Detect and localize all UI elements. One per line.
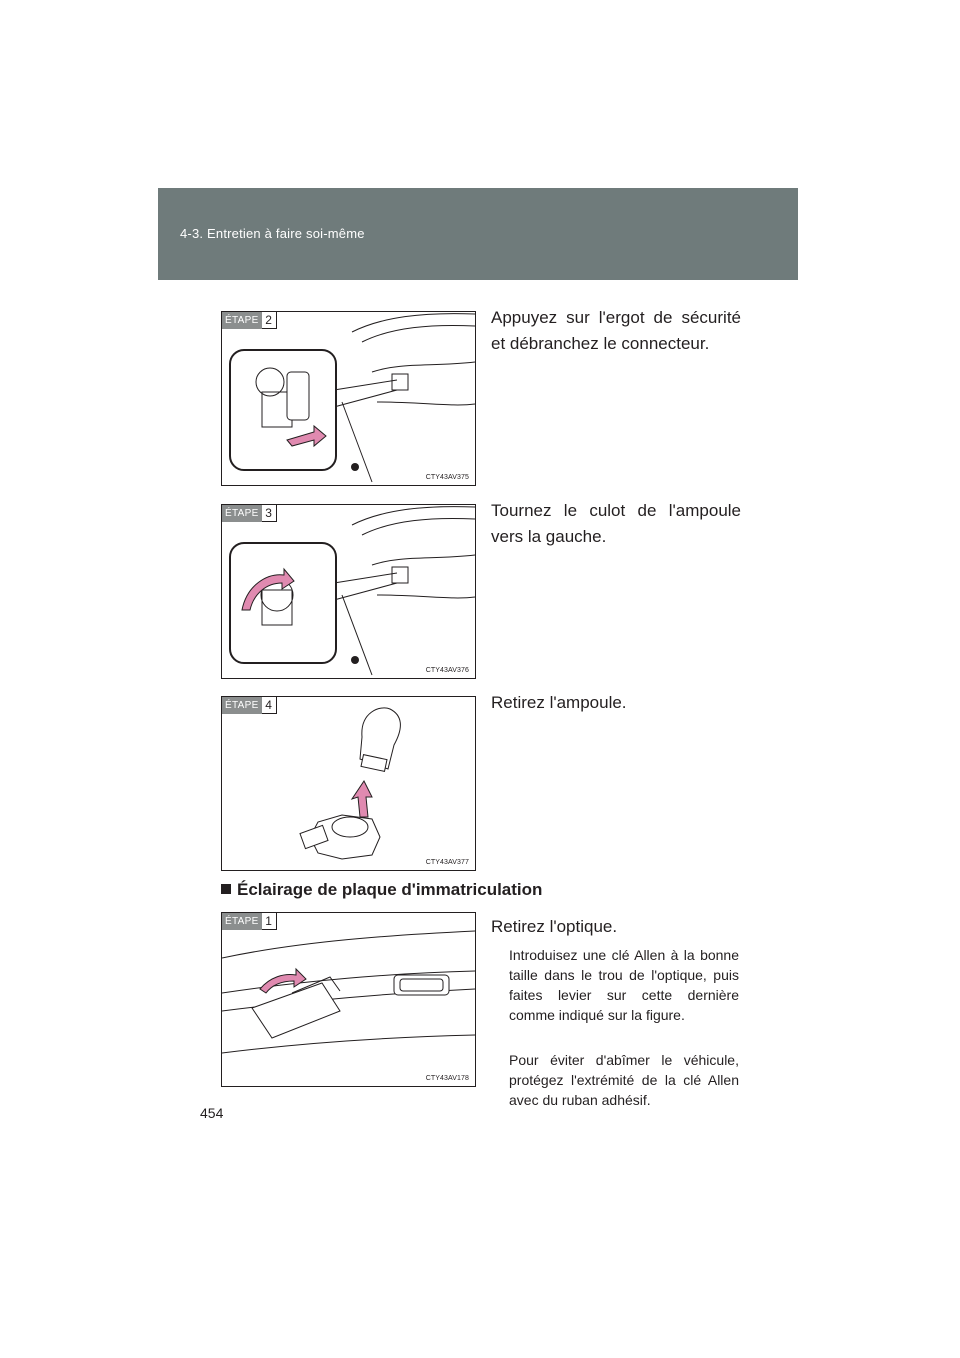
bullet-square-icon (221, 884, 231, 894)
chapter-header (158, 188, 798, 280)
figure-code: CTY43AV375 (425, 474, 469, 481)
connector-illustration (222, 312, 475, 485)
note-paragraph: Pour éviter d'abîmer le véhicule, protégez l'extrémité de la clé Allen avec du ruban adhésif. (509, 1052, 739, 1108)
section-heading (221, 880, 542, 900)
step-badge-number: 3 (262, 505, 277, 522)
step-badge (222, 697, 277, 714)
bulb-removal-illustration (222, 697, 475, 870)
step-badge-number: 2 (262, 312, 277, 329)
step-badge-number: 1 (262, 913, 277, 930)
section-step-1-text: Retirez l'optique. (491, 917, 618, 936)
step-badge (222, 505, 277, 522)
step-badge-label: ÉTAPE (222, 312, 262, 329)
step-2-figure (221, 311, 476, 486)
step-badge-label: ÉTAPE (222, 697, 262, 714)
step-3-figure (221, 504, 476, 679)
bulb-socket-illustration (222, 505, 475, 678)
figure-code: CTY43AV377 (425, 859, 469, 866)
figure-code: CTY43AV376 (425, 667, 469, 674)
page-number: 454 (200, 1105, 224, 1121)
section-step-1-figure (221, 912, 476, 1087)
step-badge (222, 312, 277, 329)
step-2-text: Appuyez sur l'ergot de sécurité et débranchez le connecteur. (491, 308, 741, 353)
step-badge-label: ÉTAPE (222, 505, 262, 522)
step-4-figure (221, 696, 476, 871)
step-badge-label: ÉTAPE (222, 913, 262, 930)
license-lamp-illustration (222, 913, 475, 1086)
figure-code: CTY43AV178 (425, 1075, 469, 1082)
step-badge-number: 4 (262, 697, 277, 714)
chapter-title: 4-3. Entretien à faire soi-même (180, 226, 365, 241)
step-4-text: Retirez l'ampoule. (491, 693, 627, 712)
note-paragraph: Introduisez une clé Allen à la bonne taille dans le trou de l'optique, puis faites levier sur cette dernière comme indiqué sur la figure. (509, 947, 739, 1023)
section-title: Éclairage de plaque d'immatriculation (237, 880, 543, 899)
step-badge (222, 913, 277, 930)
step-3-text: Tournez le culot de l'ampoule vers la gauche. (491, 501, 741, 546)
